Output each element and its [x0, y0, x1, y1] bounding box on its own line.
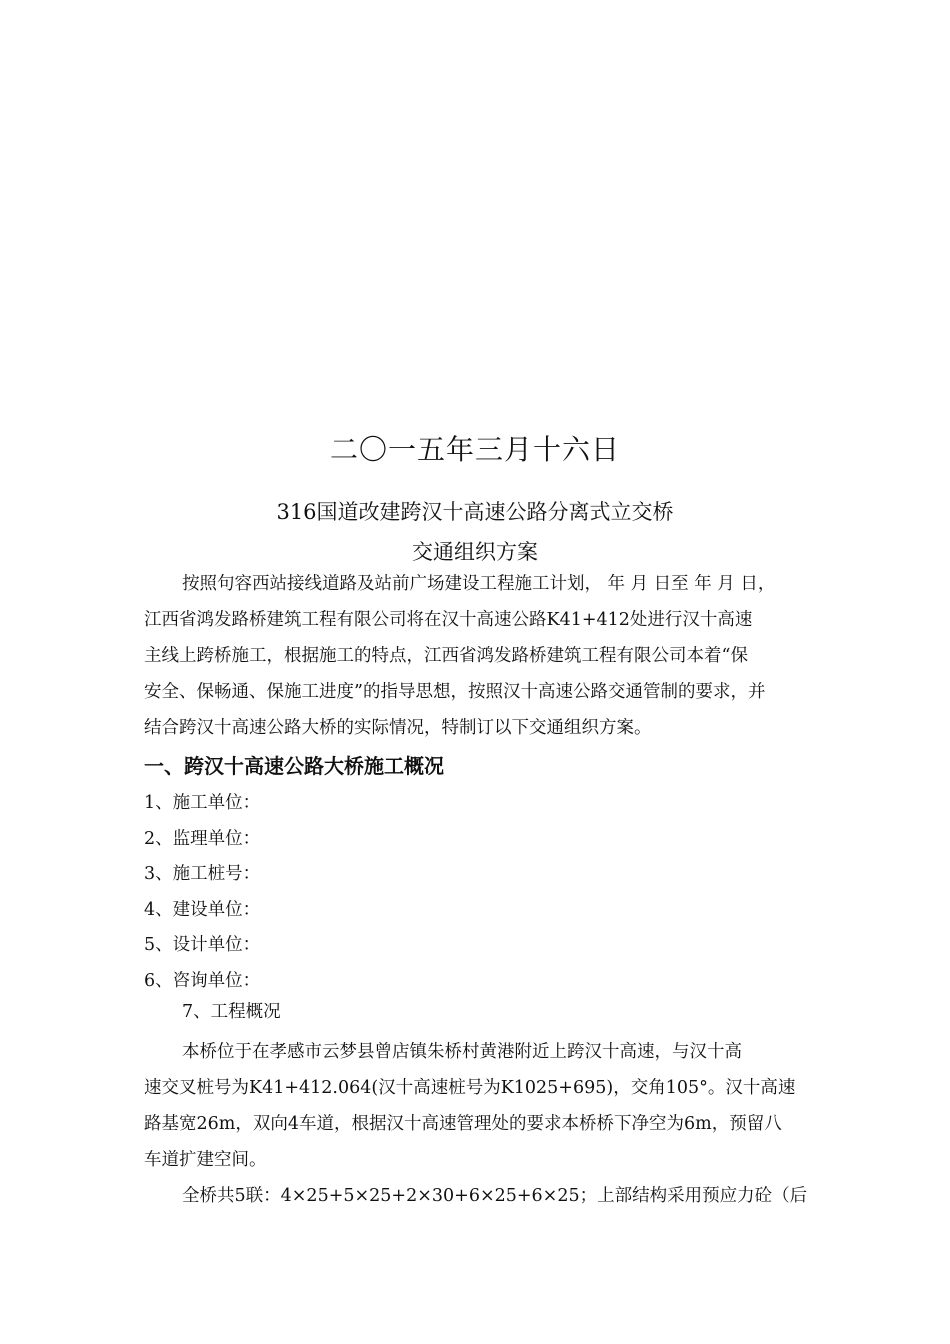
list-item: 1、施工单位：: [144, 793, 261, 813]
list-item: 4、建设单位：: [144, 899, 261, 920]
list-item: 6、咨询单位：: [144, 970, 261, 991]
overview-line: 速交叉桩号为K41+412.064(汉十高速桩号为K1025+695)，交角105°。汉十高速: [144, 1078, 796, 1098]
item-7-project-overview: 7、工程概况: [182, 1002, 281, 1022]
intro-line: 结合跨汉十高速公路大桥的实际情况，特制订以下交通组织方案。: [144, 718, 652, 738]
intro-line: 安全、保畅通、保施工进度”的指导思想，按照汉十高速公路交通管制的要求，并: [144, 682, 766, 702]
document-date: 二〇一五年三月十六日: [329, 433, 620, 466]
intro-paragraph: [144, 566, 834, 746]
project-info-list: [144, 786, 260, 999]
list-item: 2、监理单位：: [144, 828, 261, 849]
document-title-line-1: 316国道改建跨汉十高速公路分离式立交桥: [276, 500, 674, 524]
list-item: 3、施工桩号：: [144, 864, 261, 884]
intro-line: 按照句容西站接线道路及站前广场建设工程施工计划， 年 月 日至 年 月 日，: [182, 574, 776, 594]
span-paragraph: [144, 1178, 834, 1214]
overview-line: 路基宽26m，双向4车道，根据汉十高速管理处的要求本桥桥下净空为6m，预留八: [144, 1114, 782, 1134]
intro-line: 主线上跨桥施工，根据施工的特点，江西省鸿发路桥建筑工程有限公司本着“保: [144, 646, 748, 666]
intro-line: 江西省鸿发路桥建筑工程有限公司将在汉十高速公路K41+412处进行汉十高速: [144, 610, 753, 630]
document-title-line-2: 交通组织方案: [412, 540, 538, 564]
overview-line: 车道扩建空间。: [144, 1150, 267, 1170]
span-line: 全桥共5联：4×25+5×25+2×30+6×25+6×25；上部结构采用预应力砼（后: [182, 1186, 808, 1206]
overview-line: 本桥位于在孝感市云梦县曾店镇朱桥村黄港附近上跨汉十高速，与汉十高: [182, 1042, 742, 1062]
overview-paragraph: [144, 1034, 834, 1178]
section-1-heading: 一、跨汉十高速公路大桥施工概况: [144, 754, 444, 778]
list-item: 5、设计单位：: [144, 935, 261, 955]
